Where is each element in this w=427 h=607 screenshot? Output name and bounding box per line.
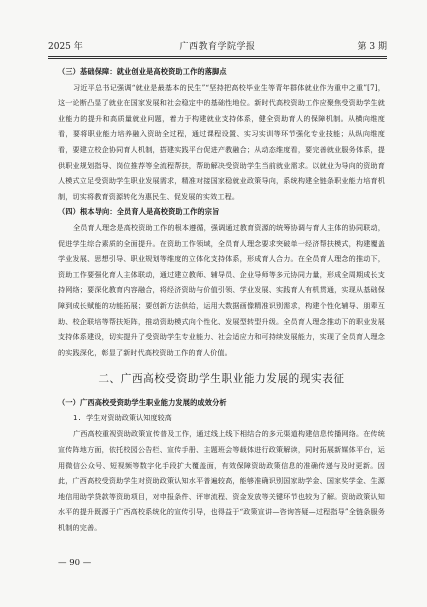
subsection-paragraph-1: 广西高校重视资助政策宣传普及工作，通过线上线下相结合的多元渠道构建信息传播网络。在传统宣传阵地方面，依托校园公告栏、宣传手册、主题班会等载体进行政策解读，同时拓展新媒体平台，运用微信公众号、短视频等数字化手段扩大覆盖面，有效保障资助政策信息的准确传递与及时更新。因此，广西高校受资助学生对资助政策认知水平普遍较高，能够准确识别国家助学金、国家奖学金、生源地信用助学贷款等资助项目，对申报条件、评审流程、资金发放等关键环节也较为了解。资助政策认知水平的提升既源于广西高校系统化的宣传引导，也得益于“政策宣讲—咨询答疑—过程指导”全链条服务机制的完善。 — [58, 429, 385, 533]
article-body — [58, 64, 385, 536]
header-issue: 第 3 期 — [357, 42, 387, 52]
subsection-heading-1: （一）广西高校受资助学生职业能力发展的成效分析 — [58, 398, 227, 408]
section-paragraph-3: 习近平总书记强调“就业是最基本的民生”“坚持把高校毕业生等青年群体就业作为重中之重”[7]，这一论断凸显了就业在国家发展和社会稳定中的基础性地位。新时代高校资助工作应聚焦受资助学生就业能力的提升和高质量就业问题，着力于构建就业支持体系，健全资助育人的保障机制。从横向维度看，要将职业能力培养融入资助全过程，通过课程设置、实习实训等环节强化专业技能；从纵向维度看，要建立校企协同育人机制，搭建实践平台促进产教融合；从动态维度看，要完善就业服务体系，提供职业规划指导、岗位推荐等全流程帮扶，帮助解决受资助学生当前就业需求。以就业为导向的资助育人模式立足受资助学生职业发展需求，精准对接国家稳就业政策导向，系统构建全链条职业能力培育机制，切实将教育资源转化为惠民生、促发展的实效工程。 — [58, 82, 385, 201]
running-header — [48, 40, 387, 54]
section-paragraph-4: 全员育人理念是高校资助工作的根本遵循，强调通过教育资源的统筹协调与育人主体的协同联动，促进学生综合素质的全面提升。在资助工作领域，全员育人理念要求突破单一经济帮扶模式，构建覆盖学业发展、思想引导、职业规划等维度的立体化支持体系，形成育人合力。在全员育人理念的推动下，资助工作要强化育人主体联动，通过建立教师、辅导员、企业导师等多元协同力量，形成全周期成长支持网络；要深化教育内容融合，将经济资助与价值引领、学业发展、实践育人有机贯通，实现从基础保障到成长赋能的功能拓展；要创新方法供给，运用大数据画像精准识别需求，构建个性化辅导、朋辈互助、校企联培等帮扶矩阵，推动资助模式向个性化、发展型转型升级。全员育人理念推动下的职业发展支持体系建设，切实提升了受资助学生专业能力、社会适应力和可持续发展能力，实现了全员育人理念的实践深化，彰显了新时代高校资助工作的育人价值。 — [58, 222, 385, 357]
item-heading-1: 1. 学生对资助政策认知度较高 — [73, 413, 172, 422]
page-number: — 90 — — [58, 558, 92, 568]
header-rule-top — [48, 56, 387, 57]
header-journal-title: 广西教育学院学报 — [179, 42, 256, 52]
header-year: 2025 年 — [48, 42, 83, 52]
part-title: 二、广西高校受资助学生职业能力发展的现实表征 — [98, 373, 345, 386]
section-heading-3: （三）基础保障：就业创业是高校资助工作的落脚点 — [58, 67, 227, 76]
section-heading-4: （四）根本导向：全员育人是高校资助工作的宗旨 — [58, 207, 220, 217]
header-rule-bottom — [48, 58, 387, 59]
